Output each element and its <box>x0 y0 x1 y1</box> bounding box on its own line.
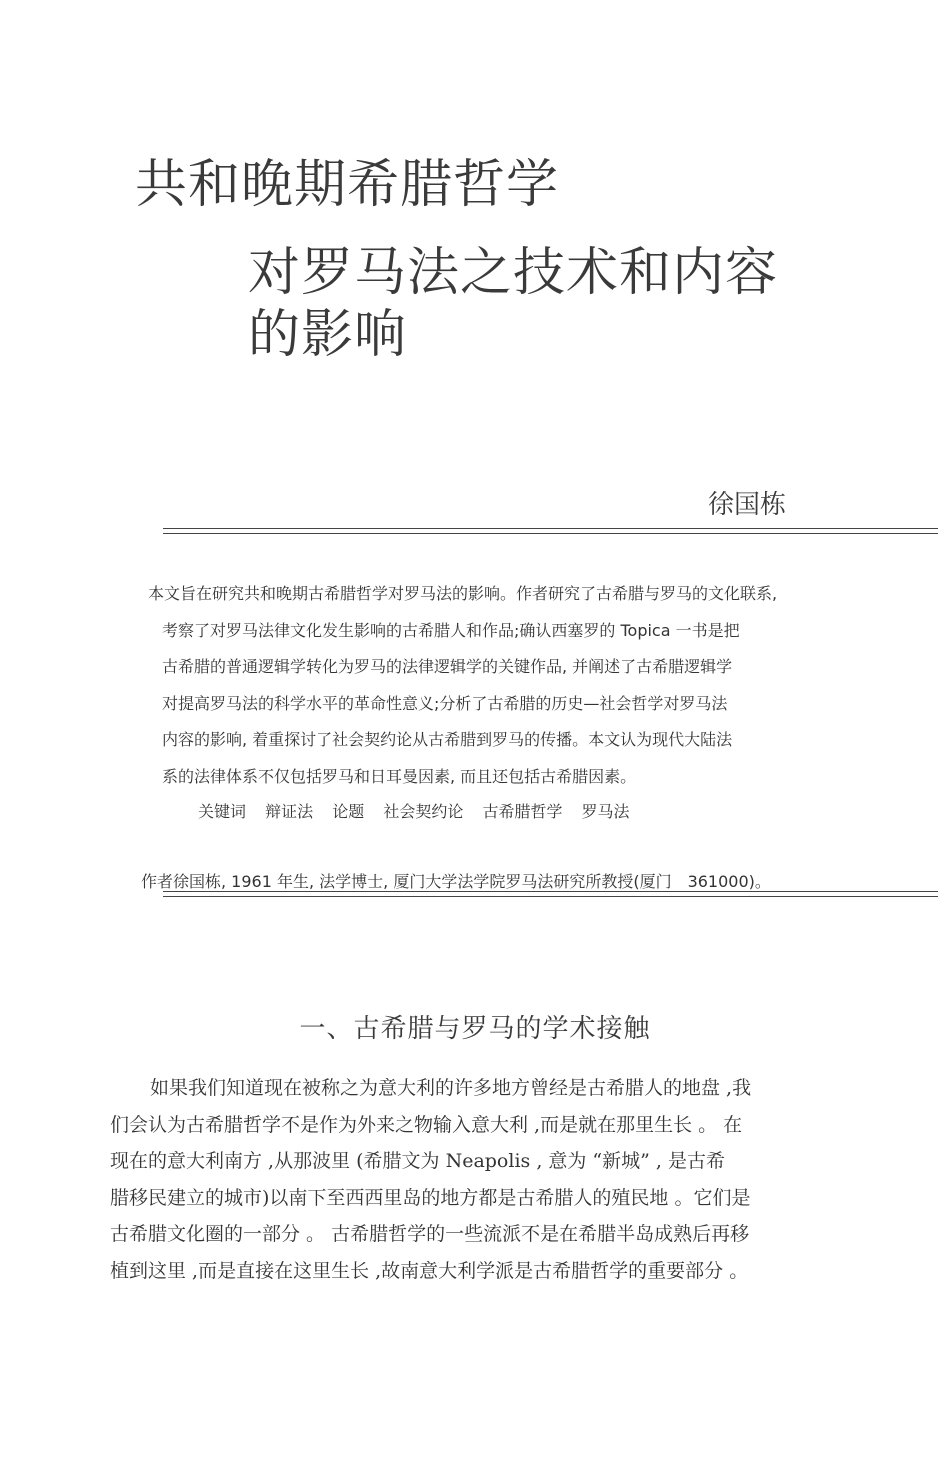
keyword-item: 罗马法 <box>581 802 630 821</box>
body-paragraph <box>110 1070 830 1289</box>
paragraph-line: 现在的意大利南方 ,从那波里 (希腊文为 Neapolis , 意为 “新城” , 是古希 <box>110 1150 725 1172</box>
keyword-item: 论题 <box>332 802 365 821</box>
abstract-line: 对提高罗马法的科学水平的革命性意义;分析了古希腊的历史—社会哲学对罗马法 <box>162 693 728 713</box>
divider-top-1 <box>163 528 938 529</box>
divider-bottom-2 <box>163 896 938 897</box>
title-line-1: 共和晚期希腊哲学 <box>135 155 560 215</box>
keywords <box>198 798 644 826</box>
keyword-item: 辩证法 <box>265 802 314 821</box>
divider-top-2 <box>163 533 938 534</box>
abstract-line: 内容的影响, 着重探讨了社会契约论从古希腊到罗马的传播。本文认为现代大陆法 <box>162 730 733 749</box>
paragraph-line: 古希腊文化圈的一部分 。 古希腊哲学的一些流派不是在希腊半岛成熟后再移 <box>110 1223 750 1245</box>
section-heading: 一、古希腊与罗马的学术接触 <box>299 1014 651 1044</box>
author-note: 作者徐国栋, 1961 年生, 法学博士, 厦门大学法学院罗马法研究所教授(厦门 361000)。 <box>141 872 771 891</box>
title-line-2: 对罗马法之技术和内容的影响 <box>248 243 779 365</box>
keyword-item: 社会契约论 <box>383 802 464 821</box>
paragraph-line: 如果我们知道现在被称之为意大利的许多地方曾经是古希腊人的地盘 ,我 <box>150 1077 752 1099</box>
keyword-item: 古希腊哲学 <box>482 802 563 821</box>
abstract <box>148 576 838 795</box>
paragraph-line: 腊移民建立的城市)以南下至西西里岛的地方都是古希腊人的殖民地 。它们是 <box>110 1186 751 1209</box>
abstract-line: 考察了对罗马法律文化发生影响的古希腊人和作品;确认西塞罗的 Topica 一书是把 <box>162 620 740 640</box>
abstract-line: 古希腊的普通逻辑学转化为罗马的法律逻辑学的关键作品, 并阐述了古希腊逻辑学 <box>162 657 733 676</box>
paragraph-line: 们会认为古希腊哲学不是作为外来之物输入意大利 ,而是就在那里生长 。 在 <box>110 1113 743 1136</box>
paragraph-line: 植到这里 ,而是直接在这里生长 ,故南意大利学派是古希腊哲学的重要部分 。 <box>110 1259 749 1282</box>
keywords-label: 关键词 <box>198 802 247 821</box>
abstract-line: 系的法律体系不仅包括罗马和日耳曼因素, 而且还包括古希腊因素。 <box>162 766 637 786</box>
abstract-line: 本文旨在研究共和晚期古希腊哲学对罗马法的影响。作者研究了古希腊与罗马的文化联系, <box>148 584 778 603</box>
divider-bottom-1 <box>163 891 938 892</box>
author-name: 徐国栋 <box>707 490 786 520</box>
